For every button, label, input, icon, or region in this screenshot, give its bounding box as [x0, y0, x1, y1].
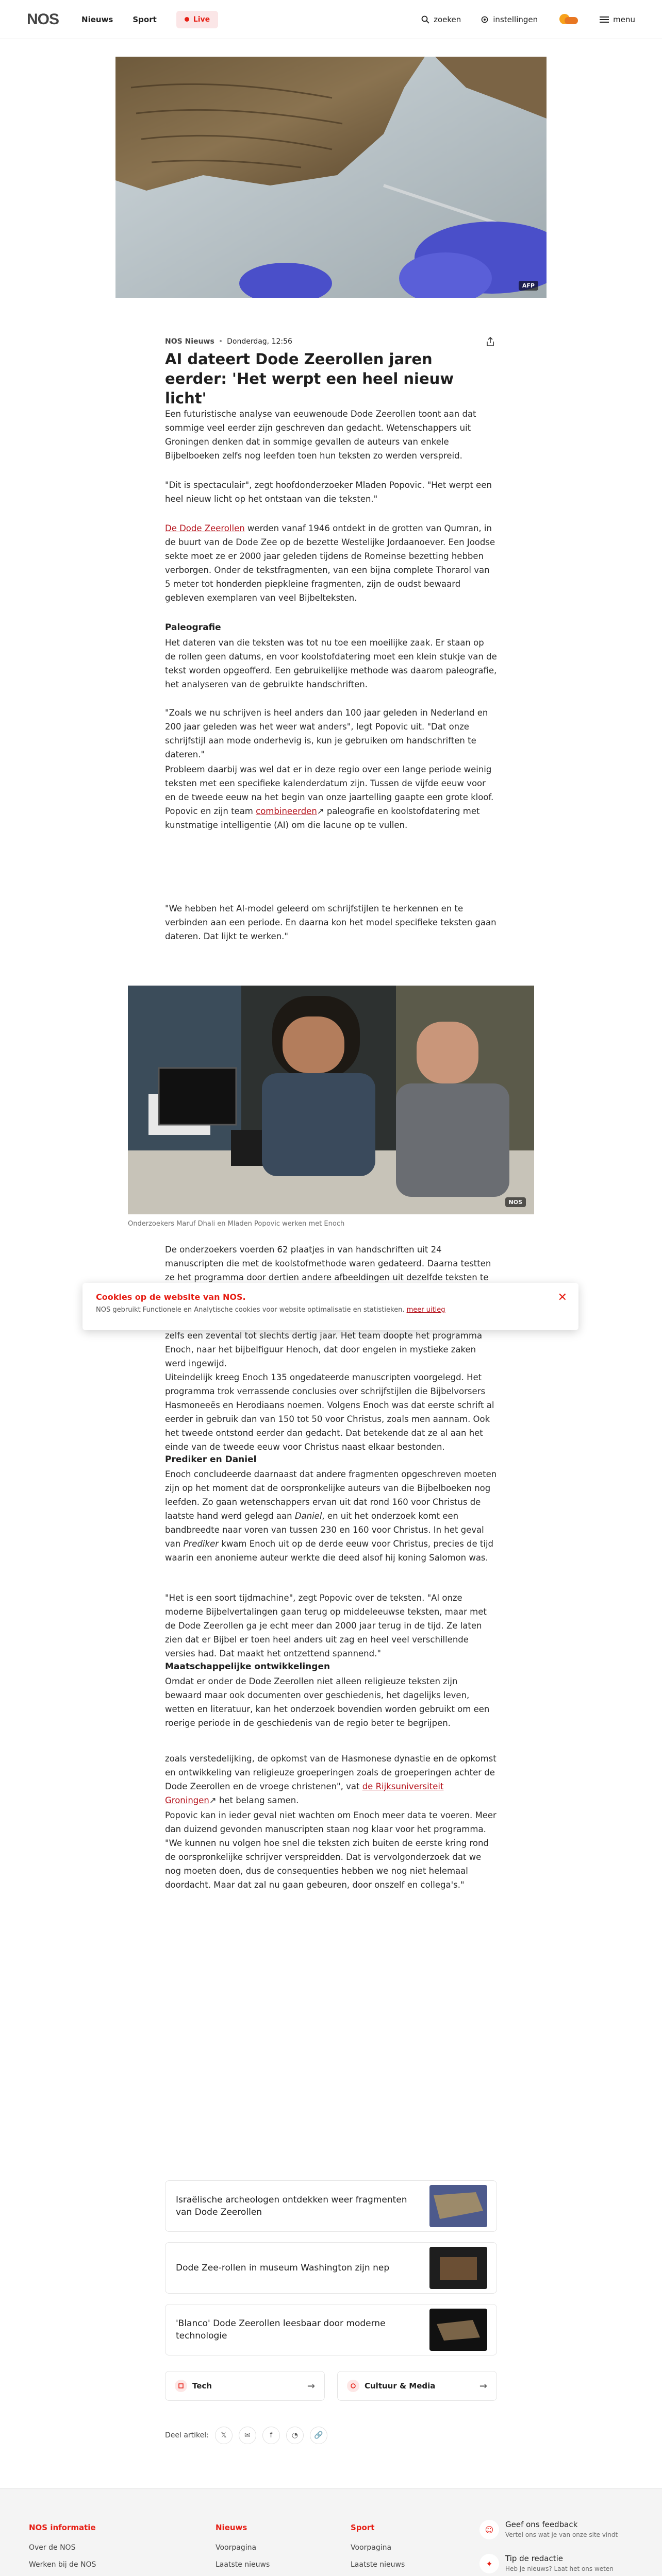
article-date: Donderdag, 12:56 — [227, 337, 292, 346]
settings-button[interactable] — [481, 15, 538, 24]
search-button[interactable] — [421, 15, 461, 24]
paragraph-text: Enoch concludeerde daarnaast dat andere fragmenten opgeschreven moeten zijn op het moment dat de oorspronkelijke auteurs van die Bijbelboeken nog leefden. Zo gaan wetenschappers ervan uit dat rond 160 voor Christus de laatste hand werd gelegd aan — [165, 1469, 497, 1521]
feedback-icon: ☺ — [479, 2520, 499, 2539]
cookie-more-link[interactable]: meer uitleg — [406, 1306, 445, 1314]
meta-separator: • — [218, 337, 223, 346]
paragraph-text: , en uit het onderzoek komt een bandbreedte naar voren van tussen 230 en 160 voor Christus. In het geval van — [165, 1511, 484, 1549]
related-title: Dode Zee-rollen in museum Washington zijn nep — [176, 2263, 390, 2273]
footer-col-nieuws — [216, 2523, 278, 2576]
footer — [0, 2488, 662, 2576]
footer-contact — [479, 2520, 634, 2576]
scroll-fragment-illustration — [115, 57, 547, 298]
footer-link[interactable]: Werken bij de NOS — [29, 2561, 96, 2569]
culture-icon — [347, 2380, 359, 2392]
photo-credit-badge: NOS — [505, 1197, 526, 1207]
emphasis-prediker: Prediker — [183, 1539, 219, 1549]
footer-col-nos — [29, 2523, 137, 2576]
footer-link[interactable]: Voorpagina — [216, 2544, 257, 2552]
mail-icon[interactable]: ✉ — [239, 2427, 256, 2444]
share-label: Deel artikel: — [165, 2431, 209, 2439]
paragraph-verstedelijking — [165, 1752, 497, 1807]
related-thumbnail — [429, 2247, 487, 2289]
footer-heading: Nieuws — [216, 2523, 247, 2532]
tip-item[interactable] — [479, 2554, 634, 2573]
paragraph-omdat: Omdat er onder de Dode Zeerollen niet alleen religieuze teksten zijn bewaard maar ook documenten over geschiedenis, het dagelijks leven, wetten en literatuur, kan het onderzoek bovendien worden gebruikt om een roerige periode in de geschiedenis van de regio beter te begrijpen. — [165, 1676, 490, 1728]
live-label: Live — [193, 15, 210, 24]
footer-link[interactable] — [29, 2573, 137, 2576]
live-dot-icon — [185, 17, 189, 22]
nos-logo[interactable]: NOS — [27, 10, 59, 28]
article-meta — [165, 335, 497, 348]
paragraph-text: Probleem daarbij was wel dat er in deze regio over een lange periode weinig teksten met een specifieke kalenderdatum zijn. Tussen de vijfde eeuw voor en de tweede eeuw na het begin van onze jaartelling gaapte een grote kloof. Popovic en zijn team — [165, 765, 494, 816]
related-thumbnail — [429, 2309, 487, 2351]
feedback-item[interactable] — [479, 2520, 634, 2539]
researchers-illustration — [128, 986, 534, 1214]
topic-cultuur-media[interactable] — [337, 2371, 497, 2401]
lightbulb-icon: ✦ — [479, 2554, 499, 2573]
footer-link[interactable]: Voorpagina — [351, 2544, 392, 2552]
paragraph-dode-zeerollen — [165, 521, 497, 605]
article-source: NOS Nieuws — [165, 337, 214, 346]
related-title: Israëlische archeologen ontdekken weer fragmenten van Dode Zeerollen — [176, 2195, 407, 2217]
paragraph-quote-3: "We hebben het AI-model geleerd om schrijfstijlen te herkennen en te verbinden aan een periode. En daarna kon het model specifieke teksten gaan dateren. Dat lijkt te werken." — [165, 904, 496, 941]
gear-icon — [481, 15, 489, 24]
footer-heading: Sport — [351, 2523, 375, 2532]
search-icon — [421, 15, 429, 24]
paragraph-text: zoals verstedelijking, de opkomst van de Hasmonese dynastie en de opkomst en ontwikkeling van religieuze groeperingen zoals de groeperingen achter de Dode Zeerollen en de vroege christenen", vat — [165, 1754, 496, 1791]
arrow-right-icon: → — [307, 2380, 315, 2392]
cookie-text — [96, 1306, 565, 1314]
cookie-body: NOS gebruikt Functionele en Analytische cookies voor website optimalisatie en statistieken. — [96, 1306, 405, 1314]
link-combineerden[interactable]: combineerden — [256, 806, 317, 816]
paragraph-prediker — [165, 1467, 497, 1565]
share-row — [165, 2427, 327, 2444]
related-article-3[interactable] — [165, 2304, 497, 2355]
researchers-photo — [128, 986, 534, 1214]
paragraph-intro: Een futuristische analyse van eeuwenoude Dode Zeerollen toont aan dat sommige veel eerder zijn geschreven dan gedacht. Wetenschappers uit Groningen denken dat in sommige gevallen de auteurs van enkele Bijbelboeken zelfs nog leefden toen hun teksten zo werden verspreid. — [165, 409, 476, 461]
live-button[interactable] — [176, 11, 218, 28]
paragraph-quote-2: "Zoals we nu schrijven is heel anders dan 100 jaar geleden in Nederland en 200 jaar geleden was het weer wat anders", legt Popovic uit. "Dat onze schrijfstijl aan mode onderhevig is, kun je gebruiken om handschriften te dateren." — [165, 708, 488, 759]
arrow-right-icon: → — [479, 2380, 487, 2392]
cookie-banner — [82, 1283, 578, 1330]
hero-image — [115, 57, 547, 298]
tip-title: Tip de redactie — [505, 2554, 563, 2563]
paragraph-probleem — [165, 762, 497, 832]
hero-credit-badge: AFP — [519, 281, 538, 291]
facebook-icon[interactable]: f — [262, 2427, 280, 2444]
hamburger-icon — [600, 16, 609, 23]
menu-label: menu — [613, 14, 635, 24]
paragraph-enoch: Uiteindelijk kreeg Enoch 135 ongedateerde manuscripten voorgelegd. Het programma trok verrassende conclusies over schrijfstijlen die Bijbelvorsers Hasmoneeës en Herodiaans noemen. Volgens Enoch was dat eerste schrift al eerder in gebruik dan van 150 tot 50 voor Christus, zoals men aannam. Ook het tweede ontstond eerder dan gedacht. Dat betekende dat ze al aan het einde van de tweede eeuw voor Christus naast elkaar bestonden. — [165, 1372, 494, 1452]
paragraph-popovic: Popovic kan in ieder geval niet wachten om Enoch meer data te voeren. Meer dan duizend gevonden manuscripten staan nog klaar voor het programma. "We kunnen nu volgen hoe snel die teksten zich buiten de eerste kring rond de oorspronkelijke schrijver verspreidden. Dat is vervolgonderzoek dat we nog moeten doen, dus de consequenties hebben we nog niet helemaal doordacht. Maar dat zal nu gaan gebeuren, door onszelf en collega's." — [165, 1810, 496, 1890]
footer-link[interactable] — [216, 2573, 278, 2576]
tech-icon — [175, 2380, 187, 2392]
header-actions — [421, 14, 635, 25]
paragraph-text: het belang samen. — [216, 1795, 299, 1805]
photo-caption: Onderzoekers Maruf Dhali en Mladen Popovic werken met Enoch — [128, 1220, 345, 1228]
topic-label: Tech — [192, 2381, 212, 2391]
paragraph-dateren: Het dateren van die teksten was tot nu toe een moeilijke zaak. Er staan op de rollen geen datums, en voor koolstofdatering moet een klein stukje van de tekst worden opgeofferd. Een gebruikelijke methode was daarom paleografie, het analyseren van de gebruikte handschriften. — [165, 638, 497, 689]
footer-link[interactable]: Over de NOS — [29, 2544, 76, 2552]
footer-link[interactable] — [351, 2573, 405, 2576]
share-button[interactable] — [484, 335, 497, 348]
nav-sport[interactable]: Sport — [133, 14, 157, 24]
top-bar — [0, 0, 662, 39]
footer-col-sport — [351, 2523, 405, 2576]
cookie-title: Cookies op de website van NOS. — [96, 1292, 246, 1302]
topic-tech[interactable] — [165, 2371, 325, 2401]
heading-maatschappelijk: Maatschappelijke ontwikkelingen — [165, 1662, 330, 1672]
article-title: AI dateert Dode Zeerollen jaren eerder: 'Het werpt een heel nieuw licht' — [165, 350, 454, 407]
feedback-title: Geef ons feedback — [505, 2520, 578, 2529]
paragraph-marge: zelfs een zevental tot slechts dertig jaar. Het team doopte het programma Enoch, naar het bijbelfiguur Henoch, dat door engelen in mystieke zaken werd ingewijd. — [165, 1331, 483, 1368]
link-dode-zeerollen[interactable]: De Dode Zeerollen — [165, 523, 245, 533]
link-icon[interactable]: 🔗 — [310, 2427, 327, 2444]
related-article-2[interactable] — [165, 2242, 497, 2294]
related-title: 'Blanco' Dode Zeerollen leesbaar door moderne technologie — [176, 2318, 386, 2341]
tip-sub: Heb je nieuws? Laat het ons weten — [505, 2565, 614, 2572]
whatsapp-icon[interactable]: ◔ — [286, 2427, 304, 2444]
heading-paleografie: Paleografie — [165, 622, 221, 633]
x-icon[interactable]: 𝕏 — [215, 2427, 233, 2444]
external-link-icon: ↗ — [209, 1795, 217, 1805]
footer-link[interactable]: Laatste nieuws — [216, 2561, 270, 2569]
footer-heading: NOS informatie — [29, 2523, 96, 2532]
paragraph-quote-1: "Dit is spectaculair", zegt hoofdonderzoeker Mladen Popovic. "Het werpt een heel nieuw licht op het ontstaan van die teksten." — [165, 480, 492, 504]
related-article-1[interactable] — [165, 2180, 497, 2232]
link-rug[interactable]: de Rijksuniversiteit Groningen — [165, 1782, 444, 1805]
menu-button[interactable] — [600, 15, 635, 24]
related-thumbnail — [429, 2185, 487, 2227]
emphasis-daniel: Daniel — [294, 1511, 322, 1521]
paragraph-tijdmachine: "Het is een soort tijdmachine", zegt Popovic over de teksten. "Al onze moderne Bijbelvertalingen gaan terug op middeleeuwse teksten, maar met de Dode Zeerollen ga je echt meer dan 2000 jaar terug in de tijd. Ze laten zien dat er Bijbel er toen heel anders uit zag en heel veel verschillende versies had. Dat maakt het ontzettend spannend." — [165, 1593, 487, 1658]
topic-label: Cultuur & Media — [365, 2381, 436, 2391]
external-link-icon: ↗ — [317, 806, 324, 816]
heading-prediker: Prediker en Daniel — [165, 1454, 257, 1465]
settings-label: instellingen — [493, 14, 538, 24]
footer-link[interactable]: Laatste nieuws — [351, 2561, 405, 2569]
close-icon[interactable]: ✕ — [557, 1291, 567, 1304]
paragraph-text: kwam Enoch uit op de derde eeuw voor Christus, precies de tijd waarin een anonieme auteur werkte die deed alsof hij koning Salomon was. — [165, 1539, 494, 1563]
weather-icon[interactable] — [557, 14, 580, 25]
feedback-sub: Vertel ons wat je van onze site vindt — [505, 2531, 618, 2538]
paragraph-onderzoekers: De onderzoekers voerden 62 plaatjes in van handschriften uit 24 manuscripten die met de koolstofmethode waren gedateerd. Daarna testten ze het programma door dertien andere afbeeldingen uit dezelfde teksten te — [165, 1245, 491, 1282]
share-icon — [485, 336, 495, 347]
nav-nieuws[interactable]: Nieuws — [81, 14, 113, 24]
paragraph-text: paleografie en koolstofdatering met kunstmatige intelligentie (AI) om die lacune op te vullen. — [165, 806, 480, 830]
search-label: zoeken — [434, 14, 461, 24]
paragraph-text: werden vanaf 1946 ontdekt in de grotten van Qumran, in de buurt van de Dode Zee op de bezette Westelijke Jordaanoever. Een Joodse sekte moet ze er 2000 jaar geleden tijdens de Romeinse bezetting hebben verborgen. Onder de tekstfragmenten, van een bijna complete Thorarol van 5 meter tot honderden piepkleine fragmenten, zijn de oudst bewaard gebleven exemplaren van veel Bijbelteksten. — [165, 523, 495, 603]
